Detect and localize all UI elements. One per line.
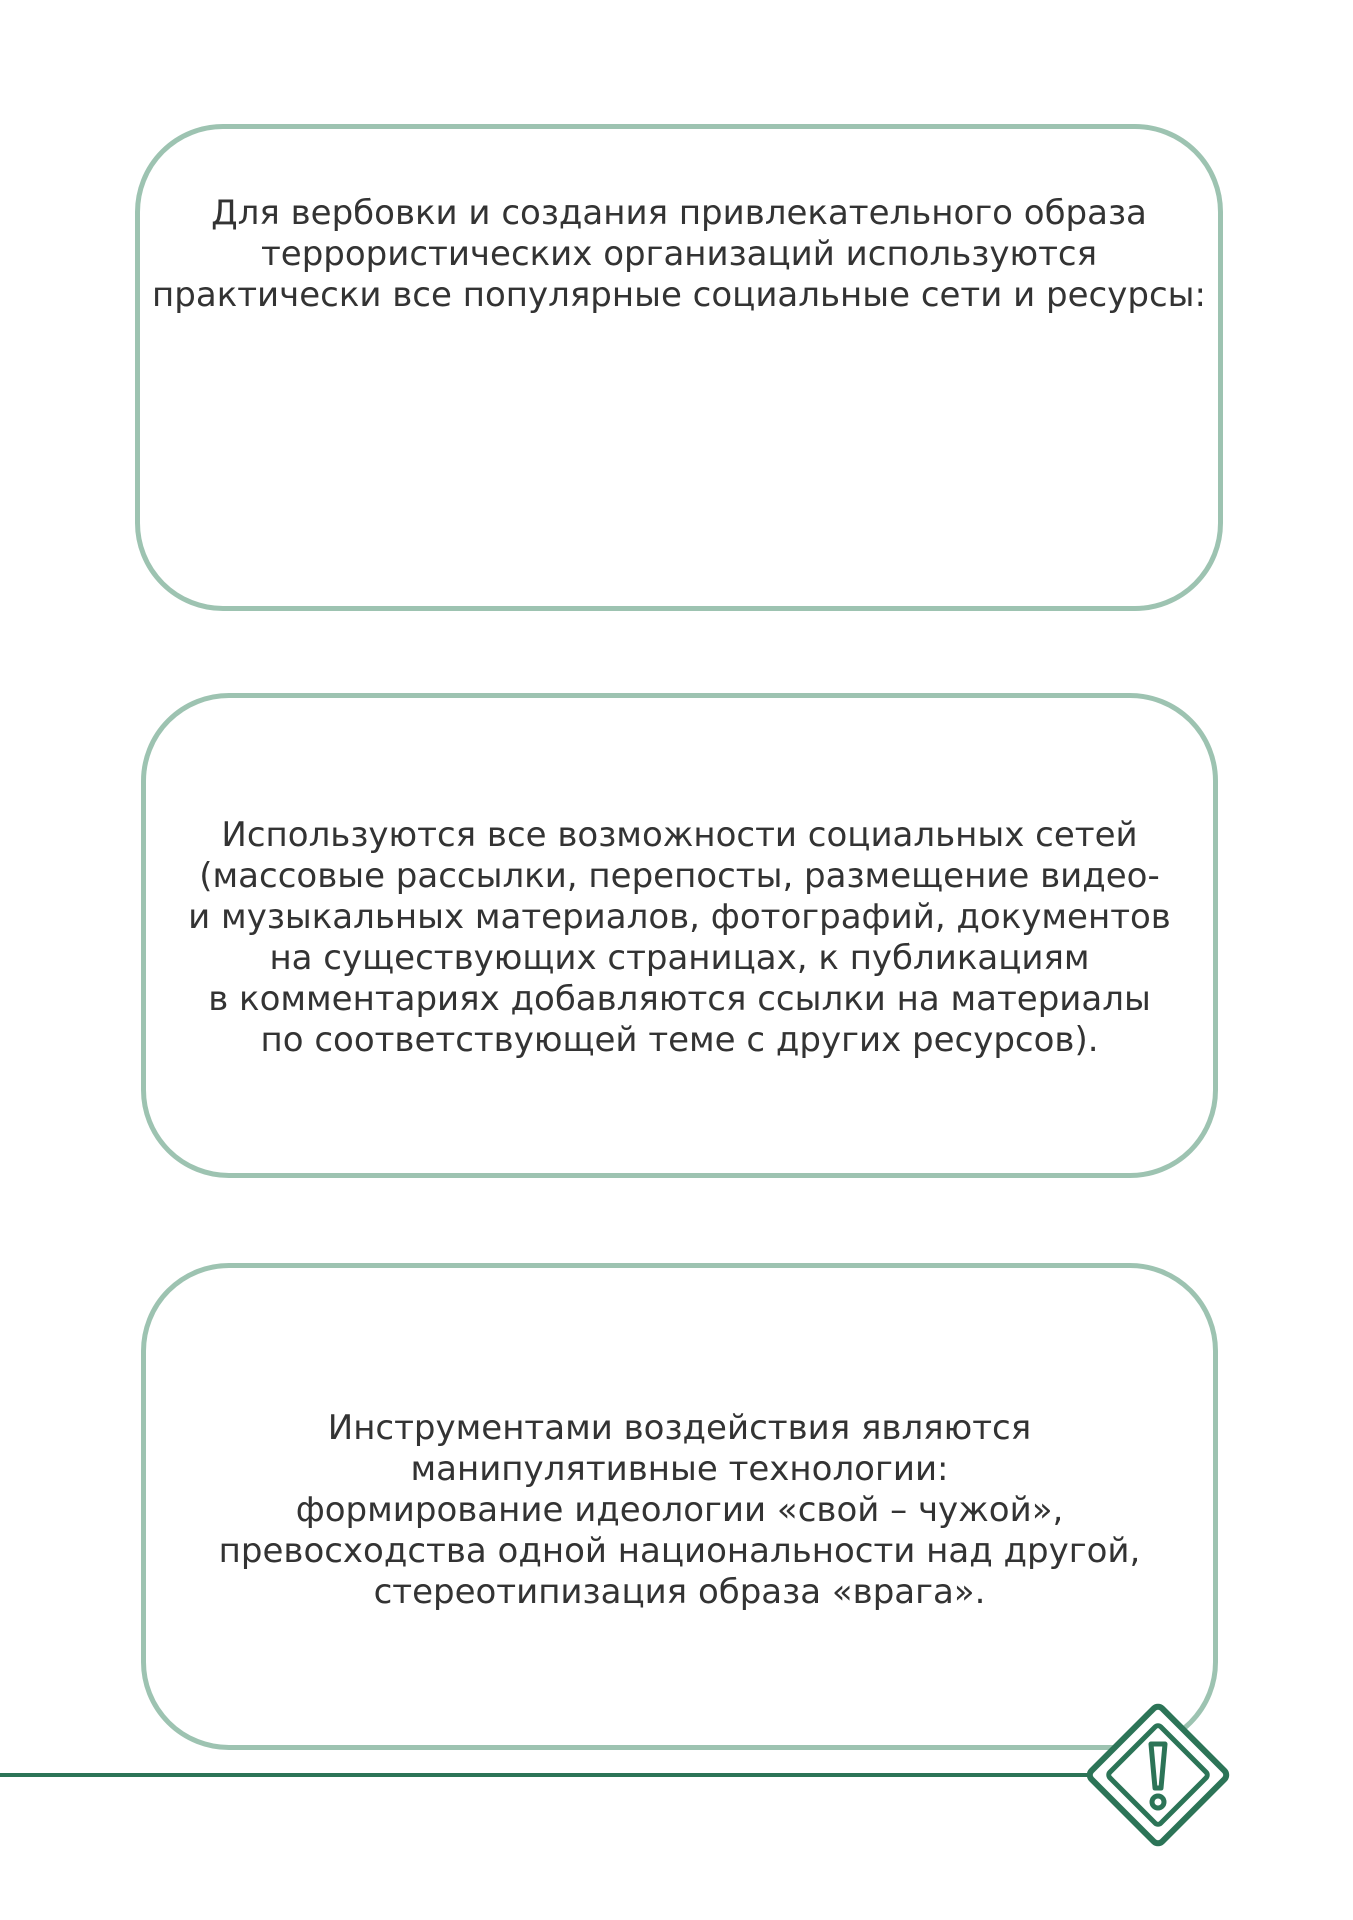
info-card-text: Используются все возможности социальных сетей (массовые рассылки, перепосты, размещение видео- и музыкальных материалов, фотографий, документов на существующих страницах, к публикациям в комментариях добавляются ссылки на материалы по соответствующей теме с других ресурсов). (188, 815, 1171, 1060)
info-card-social-networks (135, 124, 1223, 611)
info-card-text: Инструментами воздействия являются манипулятивные технологии: формирование идеологии «свой – чужой», превосходства одной национальности над другой, стереотипизация образа «врага». (218, 1408, 1141, 1612)
warning-diamond-icon (1073, 1690, 1243, 1860)
info-card-manipulation-tools (141, 1263, 1218, 1750)
bottom-divider-line (0, 1773, 1090, 1777)
info-card-text: Для вербовки и создания привлекательного образа террористических организаций используются практически все популярные социальные сети и ресурсы: (152, 193, 1206, 315)
info-card-social-features (141, 693, 1218, 1178)
